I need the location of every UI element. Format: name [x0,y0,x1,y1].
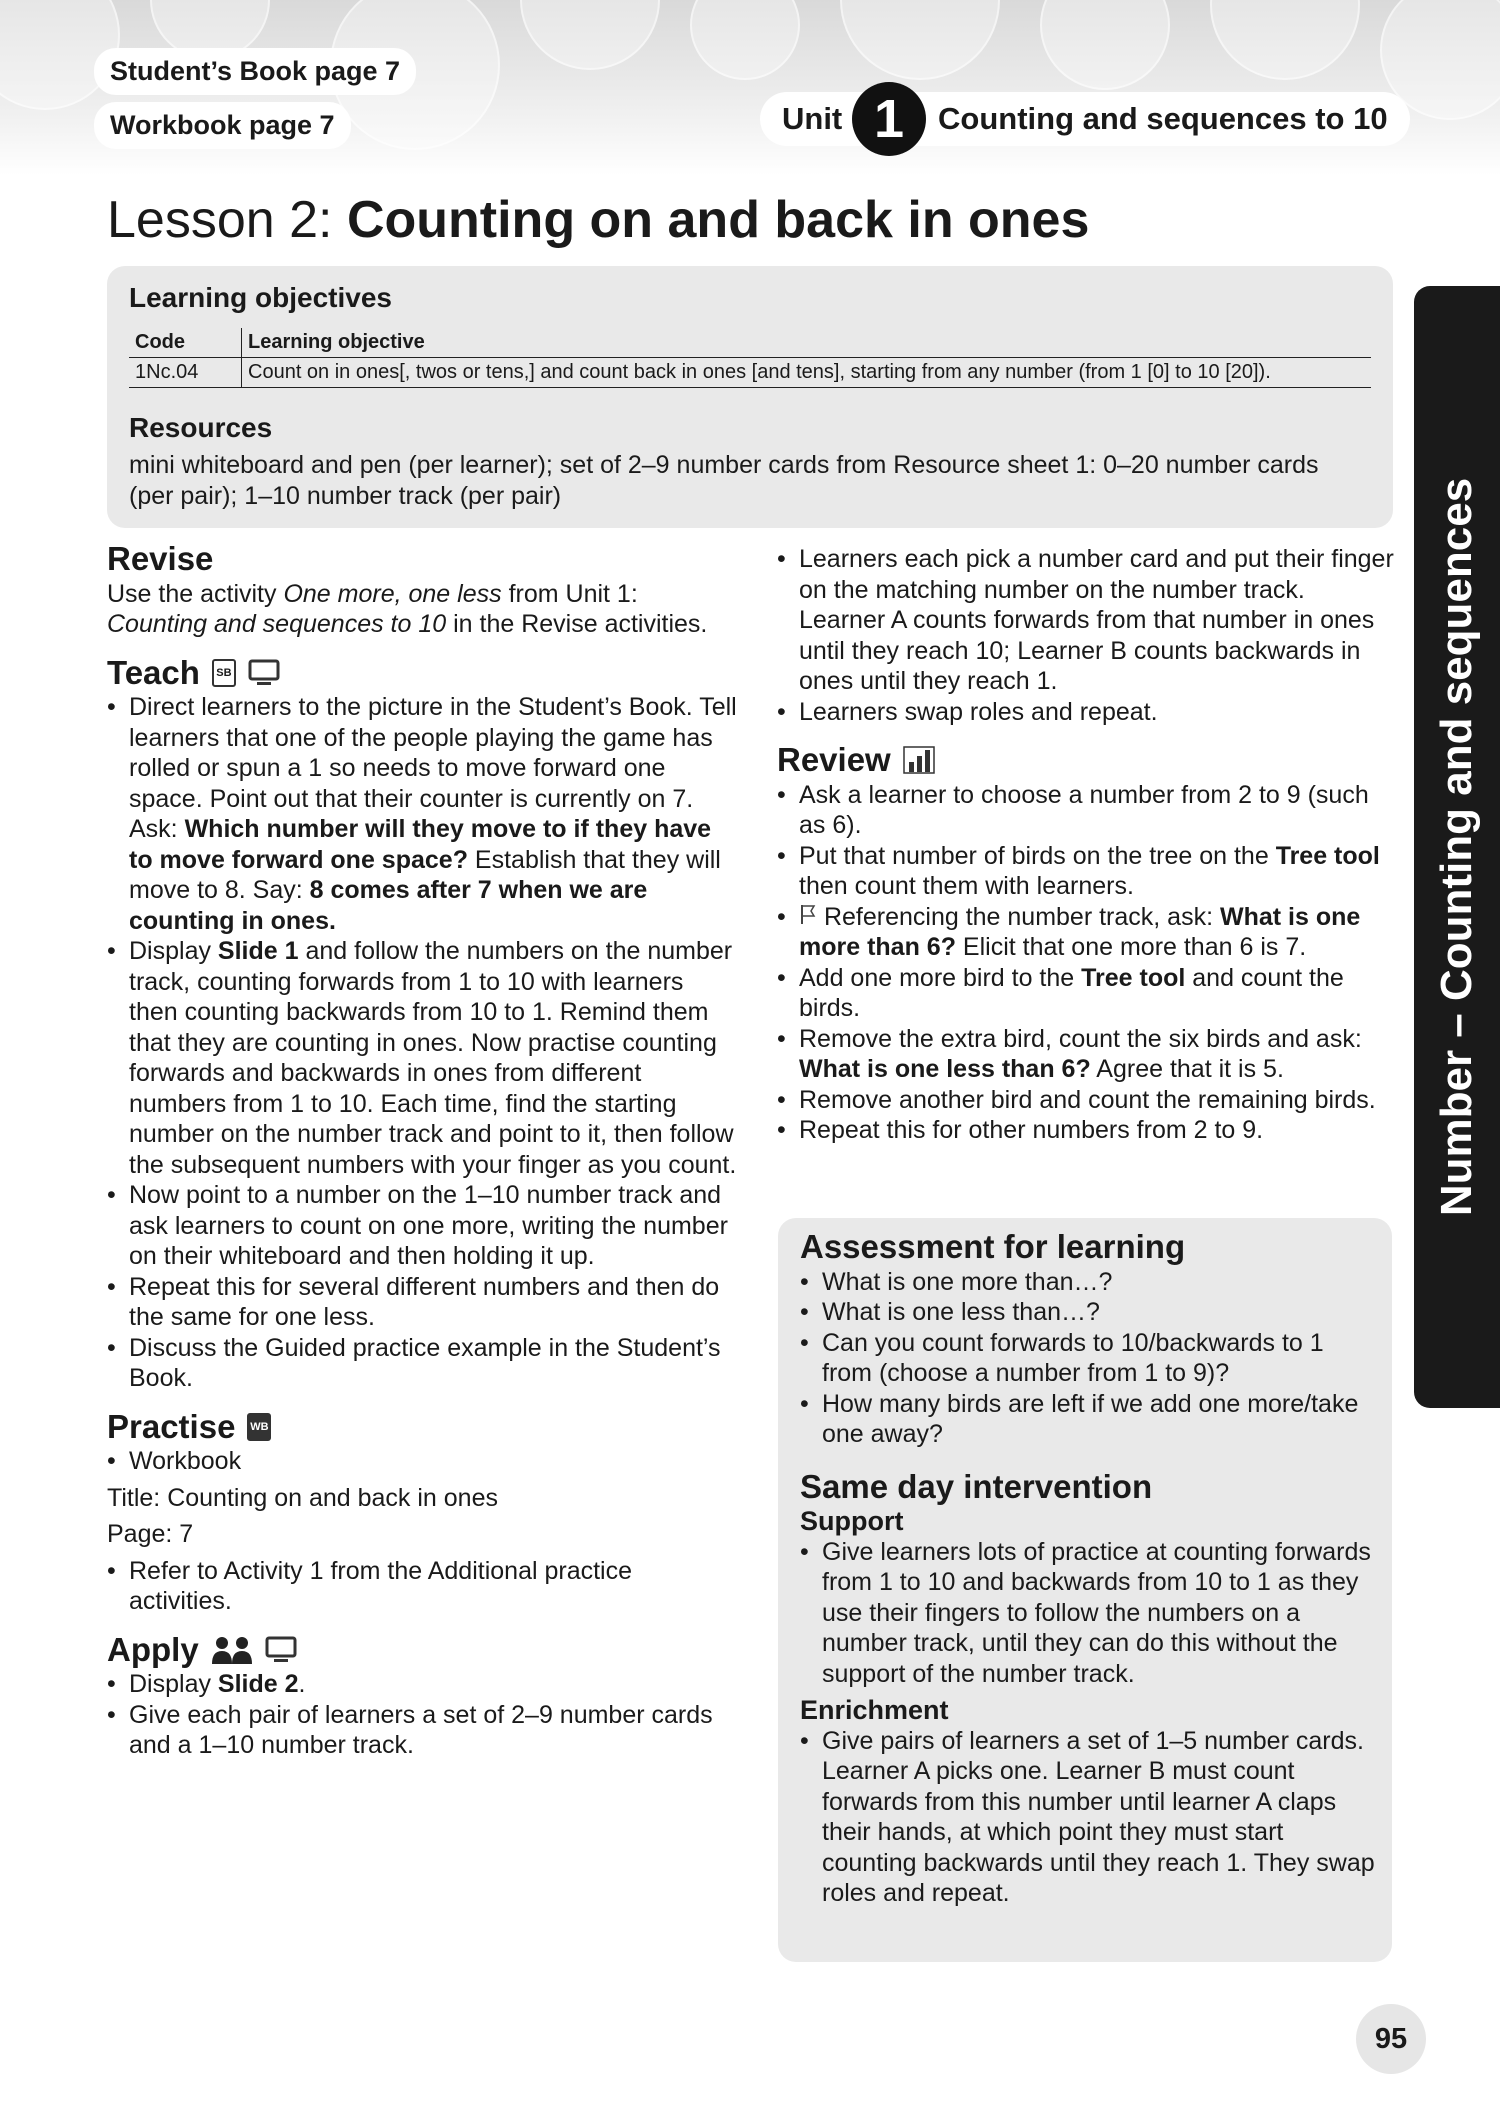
list-item: • Refer to Activity 1 from the Additional practice activities. [107,1556,737,1617]
enrichment-heading: Enrichment [800,1695,949,1725]
practise-list [107,1446,737,1477]
unit-banner [760,89,1410,149]
students-book-icon: SB [212,659,236,687]
review-heading: Review [777,745,1397,776]
list-item: • Direct learners to the picture in the Student’s Book. Tell learners that one of the people playing the game has rolled or spun a 1 so needs to move forward one space. Point out that their counter is currently on 7. Ask: Which number will they move to if they have to move forward one space? Establish that they will move to 8. Say: 8 comes after 7 when we are counting in ones. [107,692,737,936]
lesson-title: Lesson 2: Counting on and back in ones [107,191,1090,249]
apply-heading: Apply [107,1635,737,1666]
apply-list [107,1669,737,1761]
list-item: • Repeat this for several different numbers and then do the same for one less. [107,1272,737,1333]
support-list [800,1537,1380,1690]
pair-work-icon [211,1635,253,1665]
objective-text: Count on in ones[, twos or tens,] and count back in ones [and tens], starting from any number (from 1 [0] to 10 [20]). [248,361,1271,383]
left-column [107,540,737,1761]
practise-heading: Practise WB [107,1412,737,1443]
learning-objectives-box [107,266,1393,528]
list-item: • Add one more bird to the Tree tool and count the birds. [777,963,1397,1024]
list-item: • What is one less than…? [800,1297,1380,1328]
assessment-box [778,1218,1392,1962]
unit-number-badge: 1 [852,82,926,156]
list-item: • Learners each pick a number card and put their finger on the matching number on the number track. Learner A counts forwards from that number in ones until they reach 10; Learner B counts backwards in ones until they reach 1. [777,544,1397,697]
list-item: • Repeat this for other numbers from 2 to 9. [777,1115,1397,1146]
unit-title: Counting and sequences to 10 [938,101,1388,136]
list-item: • Give learners lots of practice at counting forwards from 1 to 10 and backwards from 10 to 1 as they use their fingers to follow the numbers on a number track, until they can do this without the support of the number track. [800,1537,1380,1690]
teach-list [107,692,737,1394]
practise-page-line: Page: 7 [107,1520,194,1548]
list-item: • Referencing the number track, ask: What is one more than 6? Elicit that one more than 6 is 7. [777,902,1397,963]
list-item: • What is one more than…? [800,1267,1380,1298]
page-number: 95 [1356,2004,1426,2074]
list-item: • Can you count forwards to 10/backwards to 1 from (choose a number from 1 to 9)? [800,1328,1380,1389]
monitor-icon [265,1636,297,1664]
support-heading: Support [800,1506,904,1536]
review-list [777,780,1397,1146]
revise-text: Use the activity One more, one less from Unit 1: Counting and sequences to 10 in the Revise activities. [107,579,708,638]
flag-icon [799,903,817,925]
intervention-heading: Same day intervention [800,1467,1153,1505]
list-item: • Discuss the Guided practice example in the Student’s Book. [107,1333,737,1394]
list-item: • Display Slide 1 and follow the numbers on the number track, counting forwards from 1 to 10 with learners then counting backwards from 10 to 1. Remind them that they are counting in ones. Now practise counting forwards and backwards in ones from different numbers from 1 to 10. Each time, find the starting number on the number track and point to it, then follow the subsequent numbers with your finger as you count. [107,936,737,1180]
list-item: • Now point to a number on the 1–10 number track and ask learners to count on one more, writing the number on their whiteboard and then holding it up. [107,1180,737,1272]
workbook-page-label: Workbook page 7 [94,102,351,149]
section-side-tab-label: Number – Counting and sequences [1432,477,1481,1217]
list-item: • Give each pair of learners a set of 2–9 number cards and a 1–10 number track. [107,1700,737,1761]
enrichment-list [800,1726,1380,1909]
list-item: • Remove the extra bird, count the six birds and ask: What is one less than 6? Agree that it is 5. [777,1024,1397,1085]
revise-heading: Revise [107,540,214,577]
teach-heading: Teach SB [107,658,737,689]
objectives-table-header [129,328,1371,358]
list-item: • Ask a learner to choose a number from 2 to 9 (such as 6). [777,780,1397,841]
resources-heading: Resources [129,412,273,443]
list-item: • Give pairs of learners a set of 1–5 number cards. Learner A picks one. Learner B must count forwards from this number until learner A claps their hands, at which point they must start counting backwards until they reach 1. They swap roles and repeat. [800,1726,1380,1909]
workbook-icon: WB [247,1413,271,1441]
list-item: • Learners swap roles and repeat. [777,697,1397,728]
objective-code: 1Nc.04 [129,358,242,387]
list-item: • Workbook [107,1446,737,1477]
list-item: • Put that number of birds on the tree on the Tree tool then count them with learners. [777,841,1397,902]
list-item: • Display Slide 2. [107,1669,737,1700]
unit-label: Unit [782,101,843,136]
right-column [777,544,1397,1146]
code-column-header: Code [129,328,242,357]
monitor-icon [248,659,280,687]
students-book-page-label: Student’s Book page 7 [94,48,416,95]
objective-column-header: Learning objective [248,331,425,353]
objectives-table [129,328,1371,388]
practise-title-line: Title: Counting on and back in ones [107,1483,498,1512]
list-item: • Remove another bird and count the remaining birds. [777,1085,1397,1116]
assessment-heading: Assessment for learning [800,1228,1186,1265]
resources-text: mini whiteboard and pen (per learner); set of 2–9 number cards from Resource sheet 1: 0–20 number cards (per pair); 1–10 number track (per pair) [129,451,1319,510]
bar-chart-icon [903,746,935,774]
apply-list-continued [777,544,1397,727]
list-item: • How many birds are left if we add one more/take one away? [800,1389,1380,1450]
table-row [129,358,1371,388]
practise-list-2 [107,1556,737,1617]
learning-objectives-heading: Learning objectives [129,282,392,313]
assessment-list [800,1267,1380,1450]
